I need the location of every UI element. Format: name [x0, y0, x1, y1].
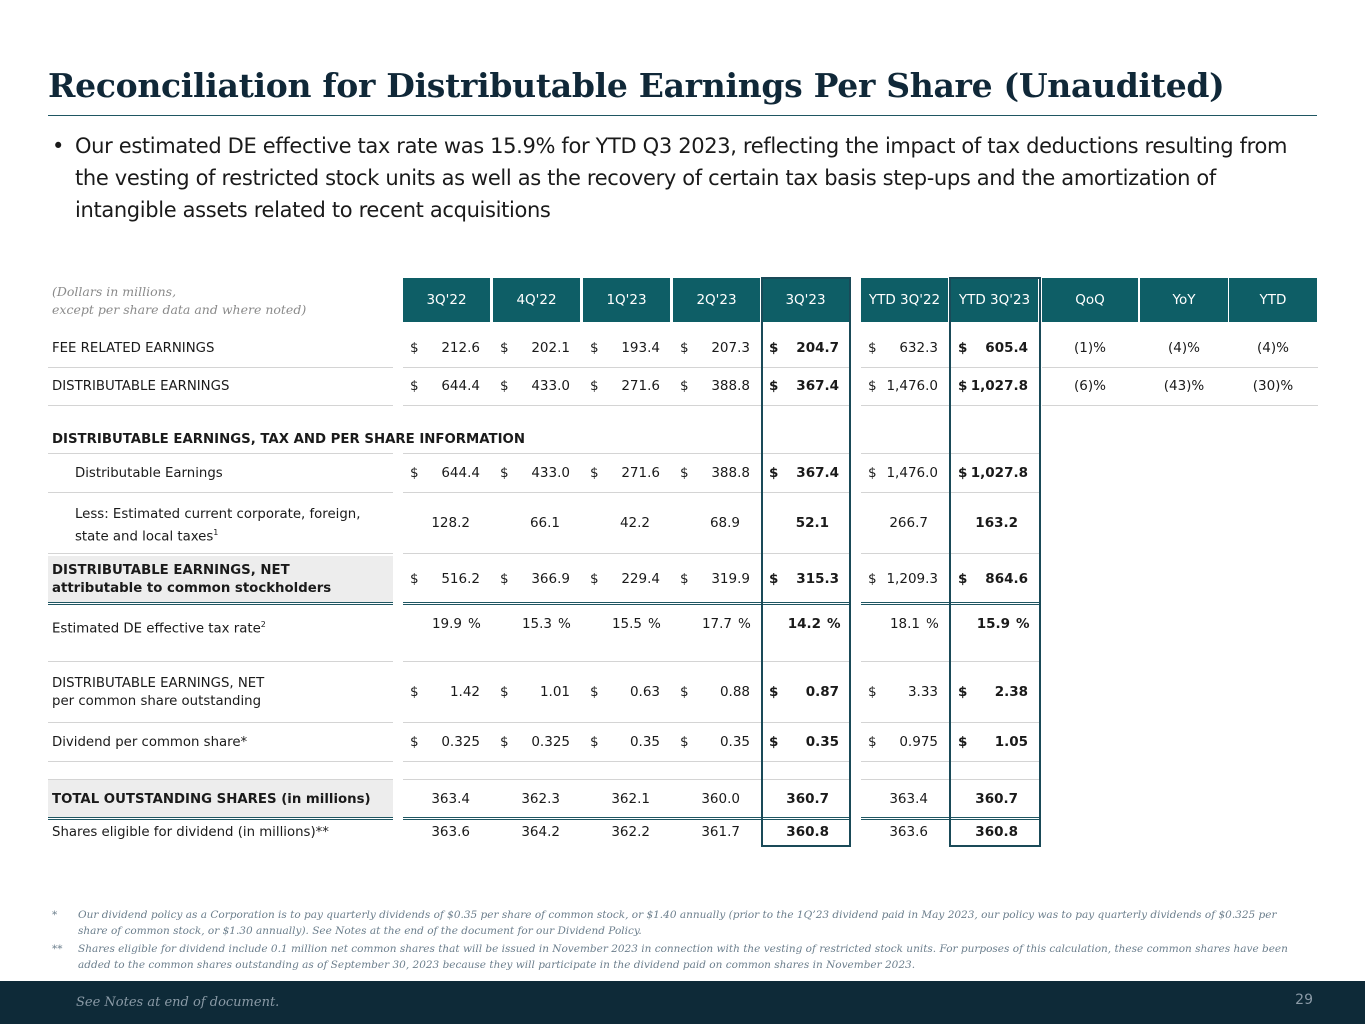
cell-value: 315.3	[796, 571, 839, 587]
value-cell: 266.7	[889, 515, 928, 531]
column-header: 4Q'22	[493, 278, 580, 322]
cell-value: 0.325	[531, 734, 570, 750]
section-heading: DISTRIBUTABLE EARNINGS, TAX AND PER SHARE INFORMATION	[52, 432, 525, 447]
value-cell: 360.7	[975, 791, 1018, 807]
currency-symbol: $	[590, 734, 599, 750]
currency-symbol: $	[868, 465, 877, 481]
value-cell: 42.2	[619, 515, 650, 531]
value-cell	[583, 571, 660, 589]
currency-symbol: $	[500, 378, 509, 394]
footer-note: See Notes at end of document.	[76, 995, 280, 1010]
column-header: 1Q'23	[583, 278, 670, 322]
value-cell: 128.2	[431, 515, 470, 531]
change-column-header: YTD	[1229, 278, 1317, 322]
value-cell	[493, 340, 570, 358]
currency-symbol: $	[500, 340, 509, 356]
currency-symbol: $	[680, 734, 689, 750]
column-header: 3Q'22	[403, 278, 490, 322]
cell-value: 516.2	[441, 571, 480, 587]
cell-value: 388.8	[711, 465, 750, 481]
cell-value: 0.63	[629, 684, 660, 700]
currency-symbol: $	[410, 465, 419, 481]
change-cell: (6)%	[1074, 378, 1106, 394]
row-label: Estimated DE effective tax rate$^2$	[52, 620, 266, 637]
percent-sign: %	[648, 616, 661, 632]
row-divider	[1042, 367, 1318, 368]
value-cell: 362.2	[611, 824, 650, 840]
percent-sign: %	[558, 616, 571, 632]
currency-symbol: $	[680, 571, 689, 587]
row-divider	[48, 722, 393, 723]
cell-value: 1,027.8	[970, 465, 1028, 481]
value-cell	[583, 378, 660, 396]
value-cell: 15.5	[611, 616, 642, 632]
cell-value: 366.9	[531, 571, 570, 587]
value-cell: 363.4	[431, 791, 470, 807]
currency-symbol: $	[769, 378, 779, 394]
currency-symbol: $	[958, 465, 968, 481]
row-label	[75, 506, 360, 546]
footnote-marker: *	[52, 909, 58, 921]
footnote-text: Our dividend policy as a Corporation is to pay quarterly dividends of $0.35 per share of common stock, or $1.40 annually (prior to the 1Q’23 dividend paid in May 2023, our policy was to pay quarterly dividends of $0.325 per share of common stock, or $1.30 annually). See Notes at the end of the document for our Dividend Policy.	[78, 909, 1277, 937]
column-header: 3Q'23	[762, 278, 849, 322]
value-cell	[493, 378, 570, 396]
cell-value: 271.6	[621, 465, 660, 481]
currency-symbol: $	[590, 684, 599, 700]
summary-text: Our estimated DE effective tax rate was 15.9% for YTD Q3 2023, reflecting the impact of tax deductions resulting from the vesting of restricted stock units as well as the recovery of certain tax basis step-ups and the amortization of intangible assets related to recent acquisitions	[75, 134, 1288, 222]
row-label-line: attributable to common stockholders	[52, 581, 332, 596]
value-cell: 360.8	[786, 824, 829, 840]
value-cell	[493, 684, 570, 702]
column-header: YTD 3Q'23	[951, 278, 1038, 322]
highlight-ytd-3q23	[949, 277, 1041, 847]
value-cell	[493, 465, 570, 483]
cell-value: 0.975	[899, 734, 938, 750]
currency-symbol: $	[590, 465, 599, 481]
cell-value: 367.4	[796, 378, 839, 394]
change-cell: (30)%	[1252, 378, 1294, 394]
value-cell: 14.2	[787, 616, 821, 632]
value-cell	[583, 734, 660, 752]
cell-value: 388.8	[711, 378, 750, 394]
value-cell	[583, 340, 660, 358]
value-cell: 15.9	[976, 616, 1010, 632]
currency-symbol: $	[769, 734, 779, 750]
value-cell	[403, 734, 480, 752]
cell-value: 0.35	[719, 734, 750, 750]
cell-value: 433.0	[531, 465, 570, 481]
currency-symbol: $	[769, 571, 779, 587]
footnote-eligible-shares	[52, 941, 1292, 973]
row-divider	[1042, 405, 1318, 406]
currency-symbol: $	[410, 571, 419, 587]
currency-symbol: $	[680, 465, 689, 481]
currency-symbol: $	[680, 340, 689, 356]
value-cell	[861, 684, 938, 702]
row-label-line: state and local taxes$^1$	[75, 528, 219, 545]
change-cell: (43)%	[1163, 378, 1205, 394]
change-cell: (1)%	[1074, 340, 1106, 356]
currency-symbol: $	[769, 465, 779, 481]
cell-value: 632.3	[899, 340, 938, 356]
cell-value: 1,027.8	[970, 378, 1028, 394]
cell-value: 644.4	[441, 465, 480, 481]
cell-value: 1,476.0	[886, 465, 938, 481]
cell-value: 193.4	[621, 340, 660, 356]
value-cell: 163.2	[975, 515, 1018, 531]
value-cell: 363.4	[889, 791, 928, 807]
percent-sign: %	[468, 616, 481, 632]
cell-value: 319.9	[711, 571, 750, 587]
value-cell: 17.7	[701, 616, 732, 632]
value-cell	[861, 378, 938, 396]
row-divider	[48, 453, 393, 454]
value-cell: 68.9	[709, 515, 740, 531]
row-label: TOTAL OUTSTANDING SHARES (in millions)	[52, 792, 371, 807]
value-cell: 360.0	[701, 791, 740, 807]
change-column-header: QoQ	[1042, 278, 1138, 322]
cell-value: 202.1	[531, 340, 570, 356]
value-cell	[583, 465, 660, 483]
value-cell	[861, 340, 938, 358]
value-cell: 363.6	[431, 824, 470, 840]
row-label-line: Less: Estimated current corporate, foreign,	[75, 507, 361, 522]
row-label	[52, 675, 264, 711]
cell-value: 605.4	[985, 340, 1028, 356]
row-label: Shares eligible for dividend (in millions)**	[52, 825, 329, 840]
summary-bullet	[52, 130, 1322, 226]
cell-value: 0.88	[719, 684, 750, 700]
percent-sign: %	[1016, 616, 1030, 632]
cell-value: 0.35	[629, 734, 660, 750]
cell-value: 1,209.3	[886, 571, 938, 587]
units-note-line-1: (Dollars in millions,	[52, 284, 177, 299]
currency-symbol: $	[410, 378, 419, 394]
currency-symbol: $	[590, 378, 599, 394]
highlight-3q23	[761, 277, 851, 847]
footnote-dividend-policy	[52, 907, 1292, 939]
row-divider	[48, 405, 393, 406]
row-label: FEE RELATED EARNINGS	[52, 341, 215, 356]
cell-value: 1,476.0	[886, 378, 938, 394]
value-cell	[673, 571, 750, 589]
cell-value: 207.3	[711, 340, 750, 356]
value-cell	[673, 378, 750, 396]
currency-symbol: $	[680, 378, 689, 394]
currency-symbol: $	[868, 571, 877, 587]
value-cell: 360.8	[975, 824, 1018, 840]
row-label-line: DISTRIBUTABLE EARNINGS, NET	[52, 563, 290, 578]
cell-value: 212.6	[441, 340, 480, 356]
title-divider	[48, 115, 1317, 116]
value-cell	[861, 465, 938, 483]
row-label-line: per common share outstanding	[52, 694, 262, 709]
value-cell: 364.2	[521, 824, 560, 840]
row-divider	[48, 761, 393, 762]
value-cell: 15.3	[521, 616, 552, 632]
value-cell	[493, 734, 570, 752]
row-divider	[48, 553, 393, 554]
percent-sign: %	[827, 616, 841, 632]
footnote-ref: 1	[213, 528, 219, 537]
row-divider	[48, 492, 393, 493]
value-cell	[861, 571, 938, 589]
value-cell	[673, 340, 750, 358]
cell-value: 1.05	[994, 734, 1028, 750]
row-divider	[48, 367, 393, 368]
currency-symbol: $	[500, 684, 509, 700]
column-header: 2Q'23	[673, 278, 760, 322]
currency-symbol: $	[868, 340, 877, 356]
currency-symbol: $	[958, 340, 968, 356]
row-label: Distributable Earnings	[75, 466, 223, 481]
value-cell	[861, 734, 938, 752]
footnote-ref: 2	[260, 620, 266, 629]
value-cell	[403, 571, 480, 589]
value-cell	[403, 465, 480, 483]
currency-symbol: $	[769, 684, 779, 700]
currency-symbol: $	[958, 571, 968, 587]
currency-symbol: $	[590, 340, 599, 356]
row-label: Dividend per common share*	[52, 735, 248, 750]
cell-value: 229.4	[621, 571, 660, 587]
cell-value: 1.42	[449, 684, 480, 700]
value-cell: 361.7	[701, 824, 740, 840]
value-cell	[403, 378, 480, 396]
currency-symbol: $	[680, 684, 689, 700]
currency-symbol: $	[410, 340, 419, 356]
value-cell	[583, 684, 660, 702]
cell-value: 0.325	[441, 734, 480, 750]
change-cell: (4)%	[1168, 340, 1200, 356]
percent-sign: %	[738, 616, 751, 632]
cell-value: 644.4	[441, 378, 480, 394]
currency-symbol: $	[868, 734, 877, 750]
currency-symbol: $	[500, 465, 509, 481]
change-column-header: YoY	[1140, 278, 1228, 322]
value-cell: 19.9	[431, 616, 462, 632]
cell-value: 433.0	[531, 378, 570, 394]
cell-value: 271.6	[621, 378, 660, 394]
row-label	[52, 562, 331, 598]
value-cell	[673, 684, 750, 702]
row-divider	[48, 779, 393, 780]
double-rule	[48, 602, 393, 605]
currency-symbol: $	[769, 340, 779, 356]
cell-value: 2.38	[994, 684, 1028, 700]
footnote-marker: **	[52, 943, 63, 955]
currency-symbol: $	[958, 684, 968, 700]
value-cell: 18.1	[889, 616, 920, 632]
row-label-line: DISTRIBUTABLE EARNINGS, NET	[52, 676, 265, 691]
row-divider	[48, 661, 393, 662]
value-cell	[493, 571, 570, 589]
units-note	[52, 283, 306, 319]
column-header: YTD 3Q'22	[861, 278, 948, 322]
value-cell	[673, 465, 750, 483]
row-label: DISTRIBUTABLE EARNINGS	[52, 379, 230, 394]
value-cell: 363.6	[889, 824, 928, 840]
change-cell: (4)%	[1257, 340, 1289, 356]
currency-symbol: $	[500, 571, 509, 587]
percent-sign: %	[926, 616, 939, 632]
cell-value: 204.7	[796, 340, 839, 356]
value-cell: 362.1	[611, 791, 650, 807]
cell-value: 3.33	[907, 684, 938, 700]
value-cell	[403, 684, 480, 702]
double-rule	[48, 817, 393, 820]
value-cell	[673, 734, 750, 752]
currency-symbol: $	[958, 734, 968, 750]
units-note-line-2: except per share data and where noted)	[52, 302, 307, 317]
cell-value: 367.4	[796, 465, 839, 481]
currency-symbol: $	[958, 378, 968, 394]
value-cell: 362.3	[521, 791, 560, 807]
currency-symbol: $	[590, 571, 599, 587]
currency-symbol: $	[410, 684, 419, 700]
page-number: 29	[1295, 992, 1313, 1008]
bullet-icon: •	[52, 134, 65, 158]
cell-value: 864.6	[985, 571, 1028, 587]
cell-value: 0.35	[805, 734, 839, 750]
currency-symbol: $	[410, 734, 419, 750]
currency-symbol: $	[500, 734, 509, 750]
currency-symbol: $	[868, 378, 877, 394]
cell-value: 1.01	[539, 684, 570, 700]
cell-value: 0.87	[805, 684, 839, 700]
value-cell	[403, 340, 480, 358]
page-title: Reconciliation for Distributable Earnings Per Share (Unaudited)	[48, 66, 1225, 105]
footnote-text: Shares eligible for dividend include 0.1 million net common shares that will be issued in November 2023 in connection with the vesting of restricted stock units. For purposes of this calculation, these common shares have been added to the common shares outstanding as of September 30, 2023 because they will participate in the dividend paid on common shares in November 2023.	[78, 943, 1288, 971]
value-cell: 52.1	[795, 515, 829, 531]
value-cell: 66.1	[529, 515, 560, 531]
currency-symbol: $	[868, 684, 877, 700]
value-cell: 360.7	[786, 791, 829, 807]
